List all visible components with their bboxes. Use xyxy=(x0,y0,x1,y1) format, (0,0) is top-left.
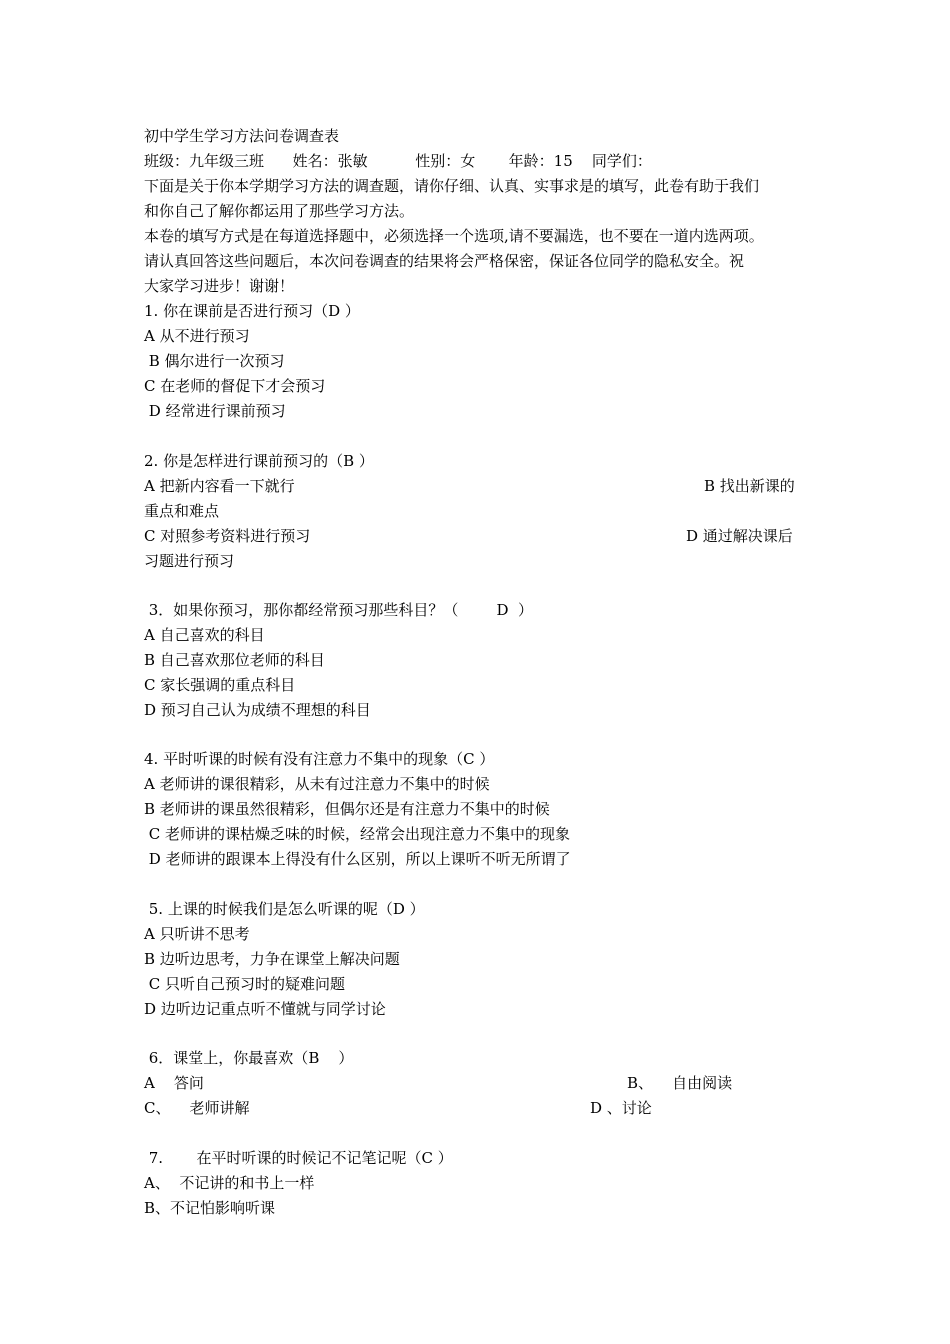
option: C、 老师讲解 xyxy=(144,1099,250,1117)
question-7: 7. 在平时听课的时候记不记笔记呢（C ） xyxy=(144,1149,453,1167)
question-6: 6．课堂上，你最喜欢（B ） xyxy=(144,1049,354,1067)
option-continuation: 习题进行预习 xyxy=(144,552,235,570)
question-5: 5. 上课的时候我们是怎么听课的呢（D ） xyxy=(144,900,425,918)
question-2: 2. 你是怎样进行课前预习的（B ） xyxy=(144,452,374,470)
option: C 只听自己预习时的疑难问题 xyxy=(144,975,346,993)
question-4: 4. 平时听课的时候有没有注意力不集中的现象（C ） xyxy=(144,750,495,768)
option: A 把新内容看一下就行 xyxy=(144,477,295,495)
question-3: 3．如果你预习，那你都经常预习那些科目？（ D ） xyxy=(144,601,534,619)
option: B、不记怕影响听课 xyxy=(144,1199,276,1217)
intro-line: 请认真回答这些问题后，本次问卷调查的结果将会严格保密，保证各位同学的隐私安全。祝 xyxy=(144,252,745,270)
option: D 老师讲的跟课本上得没有什么区别，所以上课听不听无所谓了 xyxy=(144,850,571,868)
option: B 自己喜欢那位老师的科目 xyxy=(144,651,325,669)
option: C 老师讲的课枯燥乏味的时候，经常会出现注意力不集中的现象 xyxy=(144,825,571,843)
option: D 预习自己认为成绩不理想的科目 xyxy=(144,701,371,719)
intro-line: 大家学习进步！谢谢！ xyxy=(144,277,295,295)
option: D 边听边记重点听不懂就与同学讨论 xyxy=(144,1000,386,1018)
question-1: 1. 你在课前是否进行预习（D ） xyxy=(144,302,360,320)
option: C 家长强调的重点科目 xyxy=(144,676,296,694)
intro-line: 本卷的填写方式是在每道选择题中，必须选择一个选项,请不要漏选，也不要在一道内选两项。 xyxy=(144,227,764,245)
option: A 答问 xyxy=(144,1074,204,1092)
option: C 对照参考资料进行预习 xyxy=(144,527,311,545)
option: D 、讨论 xyxy=(590,1099,652,1117)
option: B 找出新课的 xyxy=(704,477,795,495)
option-continuation: 重点和难点 xyxy=(144,502,220,520)
option: B、 自由阅读 xyxy=(627,1074,733,1092)
option: C 在老师的督促下才会预习 xyxy=(144,377,326,395)
option: B 老师讲的课虽然很精彩，但偶尔还是有注意力不集中的时候 xyxy=(144,800,550,818)
option: B 偶尔进行一次预习 xyxy=(144,352,285,370)
intro-line: 和你自己了解你都运用了那些学习方法。 xyxy=(144,202,415,220)
option: D 经常进行课前预习 xyxy=(144,402,286,420)
option: A 从不进行预习 xyxy=(144,327,250,345)
option: B 边听边思考，力争在课堂上解决问题 xyxy=(144,950,400,968)
option: A 只听讲不思考 xyxy=(144,925,250,943)
option: D 通过解决课后 xyxy=(686,527,793,545)
intro-line: 下面是关于你本学期学习方法的调查题，请你仔细、认真、实事求是的填写，此卷有助于我们 xyxy=(144,177,760,195)
option: A、 不记讲的和书上一样 xyxy=(144,1174,315,1192)
option: A 老师讲的课很精彩，从未有过注意力不集中的时候 xyxy=(144,775,490,793)
student-info-line: 班级：九年级三班 姓名：张敏 性别：女 年龄：15 同学们： xyxy=(144,152,652,170)
document-title: 初中学生学习方法问卷调查表 xyxy=(144,127,340,145)
option: A 自己喜欢的科目 xyxy=(144,626,265,644)
